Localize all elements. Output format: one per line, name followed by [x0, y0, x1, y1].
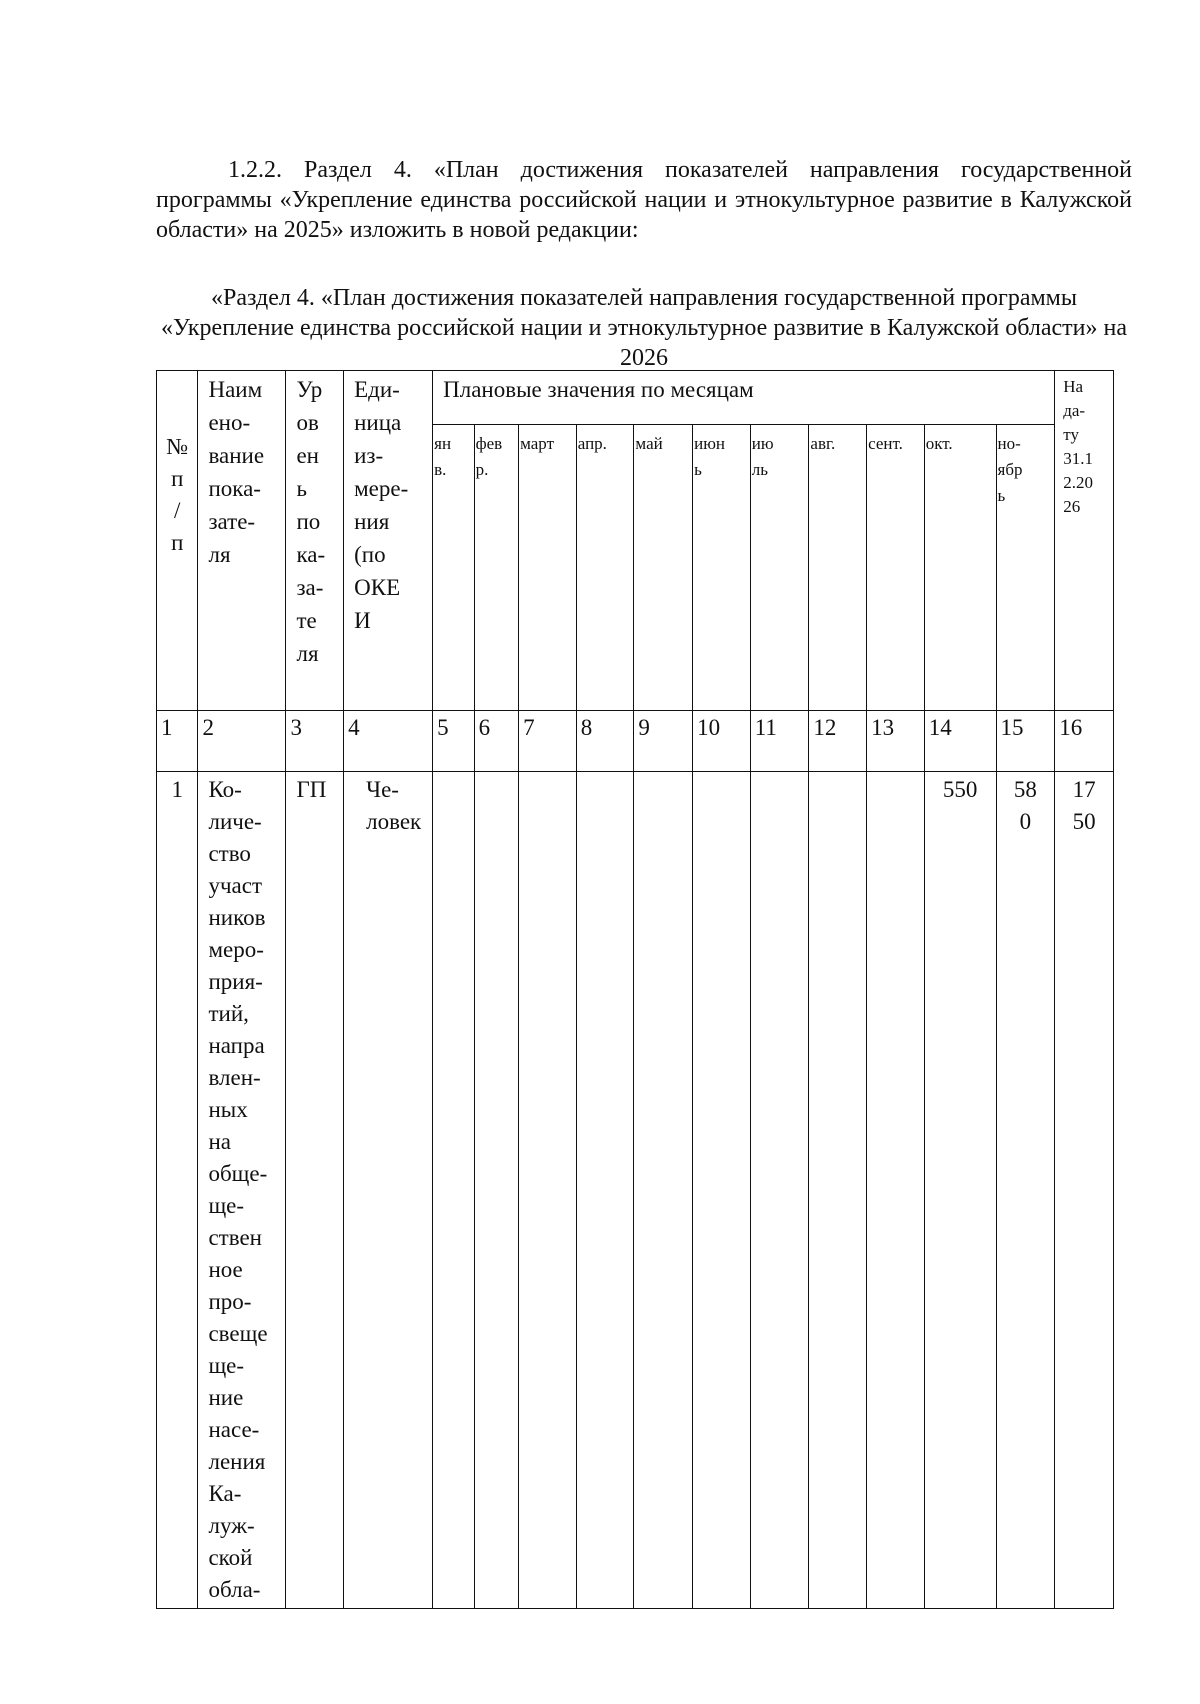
header-month-8: авг. [809, 425, 867, 711]
header-month-4: апр. [576, 425, 634, 711]
header-level: Ур ов ен ь по ка- за- те ля [286, 371, 344, 711]
cell-oct: 550 [924, 772, 996, 1609]
plan-table [156, 370, 1114, 1609]
row-num: 1 [157, 772, 198, 1609]
cell-apr [576, 772, 634, 1609]
header-month-5: май [634, 425, 693, 711]
cell-nov: 58 0 [996, 772, 1055, 1609]
header-month-2: фев р. [474, 425, 519, 711]
cell-sep [867, 772, 925, 1609]
header-plan-by-month: Плановые значения по месяцам [433, 371, 1055, 425]
header-month-3: март [519, 425, 577, 711]
column-number-9: 9 [634, 711, 693, 772]
column-number-4: 4 [344, 711, 433, 772]
cell-feb [474, 772, 519, 1609]
header-unit: Еди- ница из- мере- ния (по ОКЕ И [344, 371, 433, 711]
section-title: «Раздел 4. «План достижения показателей направления государственной программы «Укрепление единства российской нации и этнокультурное развитие в Калужской области» на 2026 [161, 285, 1127, 371]
column-number-14: 14 [924, 711, 996, 772]
header-num: № п / п [157, 371, 198, 711]
header-name: Наим ено- вание пока- зате- ля [198, 371, 286, 711]
header-month-9: сент. [867, 425, 925, 711]
column-number-16: 16 [1055, 711, 1114, 772]
column-number-12: 12 [809, 711, 867, 772]
column-number-6: 6 [474, 711, 519, 772]
header-month-10: окт. [924, 425, 996, 711]
column-number-3: 3 [286, 711, 344, 772]
cell-mar [519, 772, 577, 1609]
cell-jan [433, 772, 474, 1609]
column-number-13: 13 [867, 711, 925, 772]
header-month-1: ян в. [433, 425, 474, 711]
header-month-11: но- ябр ь [996, 425, 1055, 711]
cell-total: 17 50 [1055, 772, 1114, 1609]
row-level: ГП [286, 772, 344, 1609]
column-number-1: 1 [157, 711, 198, 772]
column-number-5: 5 [433, 711, 474, 772]
row-name: Ко- личе- ство участ ников меро- прия- тий, напра влен- ных на обще- ще- ствен ное про- свеще ще- ние насе- ления Ка- луж- ской обла- [198, 772, 286, 1609]
cell-jun [693, 772, 751, 1609]
cell-may [634, 772, 693, 1609]
column-number-15: 15 [996, 711, 1055, 772]
header-as-of-date: На да- ту 31.1 2.20 26 [1055, 371, 1114, 711]
cell-aug [809, 772, 867, 1609]
column-number-11: 11 [750, 711, 809, 772]
column-number-2: 2 [198, 711, 286, 772]
header-month-6: июн ь [693, 425, 751, 711]
intro-paragraph: 1.2.2. Раздел 4. «План достижения показателей направления государственной программы «Укрепление единства российской нации и этнокультурное развитие в Калужской области» на 2025» изложить в новой редакции: [156, 157, 1132, 243]
row-unit: Че- ловек [344, 772, 433, 1609]
column-number-7: 7 [519, 711, 577, 772]
cell-jul [750, 772, 809, 1609]
column-number-8: 8 [576, 711, 634, 772]
column-number-10: 10 [693, 711, 751, 772]
header-month-7: ию ль [750, 425, 809, 711]
